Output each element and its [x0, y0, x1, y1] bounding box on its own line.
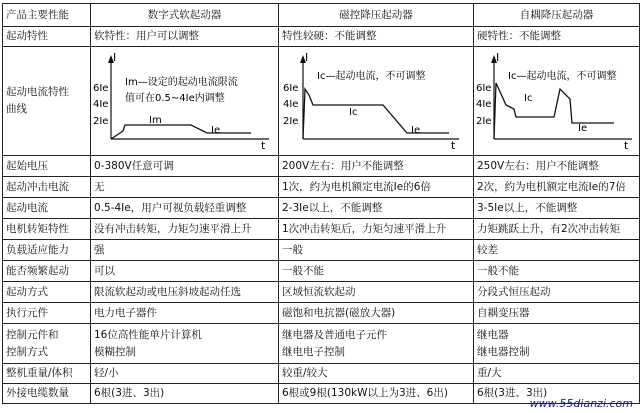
table-row: [3, 219, 640, 240]
graph-cell-autotransformer: [474, 47, 640, 156]
cell: 硬特性：不能调整: [474, 27, 640, 47]
cell: 1次，约为电机额定电流Ie的6倍: [279, 177, 474, 198]
graph-note: 值可在0.5~4Ie内调整: [125, 93, 225, 104]
x-label: t: [624, 139, 629, 151]
cell: 6根或9根(130kW以上为3进、6出): [279, 384, 474, 404]
current-curve: [111, 125, 251, 139]
row-label: 整机重量/体积: [3, 364, 91, 384]
table-row: [3, 364, 640, 384]
cell: 可以: [91, 261, 279, 282]
cell: 较重/较大: [279, 364, 474, 384]
x-label: t: [261, 139, 266, 151]
y-label: I: [305, 51, 309, 64]
graph-note: Ic—起动电流，不可调整: [317, 71, 426, 82]
cell: 自耦变压器: [474, 303, 640, 324]
header-row: [3, 4, 640, 27]
control-row-label: [3, 324, 91, 364]
cell: 6根(3进、3出): [91, 384, 279, 404]
cell-line: 继电电子控制: [282, 345, 345, 358]
y-label: I: [113, 51, 117, 64]
control-label-line2: 控制方式: [6, 345, 48, 358]
graph-cell-magnetic: [279, 47, 474, 156]
cell: 200V左右：用户不能调整: [279, 156, 474, 177]
curve-label-line2: 曲线: [6, 103, 27, 115]
table-row: [3, 198, 640, 219]
table-row: [3, 27, 640, 47]
tick-label: 6Ie: [476, 83, 492, 94]
control-row: [3, 324, 640, 364]
curve-label: Im: [149, 115, 162, 126]
tick-label: 6Ie: [93, 83, 109, 94]
cell: [91, 324, 279, 364]
current-curve-graph-digital: [91, 47, 279, 151]
row-label: 起动冲击电流: [3, 177, 91, 198]
cell: 重/大: [474, 364, 640, 384]
table-row: [3, 303, 640, 324]
cell: 250V左右：用户不能调整: [474, 156, 640, 177]
table-row: [3, 261, 640, 282]
row-label: 起动特性: [3, 27, 91, 47]
tick-label: 4Ie: [93, 99, 109, 110]
header-cell-digital: 数字式软起动器: [91, 4, 279, 27]
cell: 电力电子器件: [91, 303, 279, 324]
y-label: I: [496, 51, 500, 64]
cell: 强: [91, 240, 279, 261]
cell: 磁饱和电抗器(磁放大器): [279, 303, 474, 324]
tick-label: 4Ie: [283, 99, 299, 110]
curve-label: Ic: [349, 107, 358, 118]
cell: 软特性：用户可以调整: [91, 27, 279, 47]
watermark: www.55dianzi.com: [529, 397, 633, 410]
curve-label: Ic: [524, 93, 533, 104]
cell: 较差: [474, 240, 640, 261]
current-curve: [494, 83, 614, 139]
cell: 特性较硬：不能调整: [279, 27, 474, 47]
cell-line: 继电器及普通电子元件: [282, 328, 387, 341]
current-curve-graph-magnetic: [279, 47, 474, 151]
row-label: 起动电流: [3, 198, 91, 219]
table-row: [3, 240, 640, 261]
curve-row: [3, 47, 640, 156]
cell: 0.5-4Ie，用户可视负载轻重调整: [91, 198, 279, 219]
cell: 0-380V任意可调: [91, 156, 279, 177]
current-curve: [303, 89, 449, 139]
cell: 一般不能: [279, 261, 474, 282]
row-label: 起始电压: [3, 156, 91, 177]
cell: 无: [91, 177, 279, 198]
curve-row-label: [3, 47, 91, 156]
cell: 分段式恒压起动: [474, 282, 640, 303]
cell: [279, 324, 474, 364]
x-label: t: [451, 139, 456, 151]
table-row: [3, 282, 640, 303]
row-label: 外接电缆数量: [3, 384, 91, 404]
cell-line: 继电器: [477, 328, 509, 341]
end-label: Ie: [578, 123, 588, 134]
current-curve-graph-autotransformer: [474, 47, 640, 151]
cell: 6根(3进、3出): [474, 384, 640, 404]
end-label: Ie: [411, 125, 421, 136]
cell: 没有冲击转矩，力矩匀速平滑上升: [91, 219, 279, 240]
header-cell-feature: 产品主要性能: [3, 4, 91, 27]
comparison-table: [2, 3, 640, 404]
row-label: 执行元件: [3, 303, 91, 324]
row-label: 起动方式: [3, 282, 91, 303]
tick-label: 2Ie: [93, 116, 109, 127]
cell: 区域恒流软起动: [279, 282, 474, 303]
cell: 轻/小: [91, 364, 279, 384]
cell: 一般不能: [474, 261, 640, 282]
table-row: [3, 177, 640, 198]
header-cell-autotransformer: 自耦降压起动器: [474, 4, 640, 27]
cell-line: 模糊控制: [94, 345, 136, 358]
cell-line: 16位高性能单片计算机: [94, 328, 202, 341]
tick-label: 4Ie: [476, 99, 492, 110]
control-label-line1: 控制元件和: [6, 328, 59, 341]
table-row: [3, 156, 640, 177]
curve-label-line1: 起动电流特性: [6, 86, 69, 98]
end-label: Ie: [211, 125, 221, 136]
row-label: 能否频繁起动: [3, 261, 91, 282]
cell: [474, 324, 640, 364]
row-label: 电机转矩特性: [3, 219, 91, 240]
cell-line: 继电器控制: [477, 345, 530, 358]
cell: 限流软起动或电压斜坡起动任选: [91, 282, 279, 303]
tick-label: 2Ie: [476, 116, 492, 127]
cell: 一般: [279, 240, 474, 261]
header-cell-magnetic: 磁控降压起动器: [279, 4, 474, 27]
tick-label: 6Ie: [283, 83, 299, 94]
cell: 2次，约为电机额定电流Ie的7倍: [474, 177, 640, 198]
cell: 2-3Ie以上，不能调整: [279, 198, 474, 219]
graph-note: Ic—起动电流，不可调整: [508, 71, 617, 82]
graph-cell-digital: [91, 47, 279, 156]
tick-label: 2Ie: [283, 116, 299, 127]
cell: 力矩跳跃上升，有2次冲击转矩: [474, 219, 640, 240]
row-label: 负载适应能力: [3, 240, 91, 261]
cell: 3-5Ie以上，不能调整: [474, 198, 640, 219]
cell: 1次冲击转矩后，力矩匀速平滑上升: [279, 219, 474, 240]
graph-note: Im—设定的起动电流限流: [125, 77, 238, 88]
